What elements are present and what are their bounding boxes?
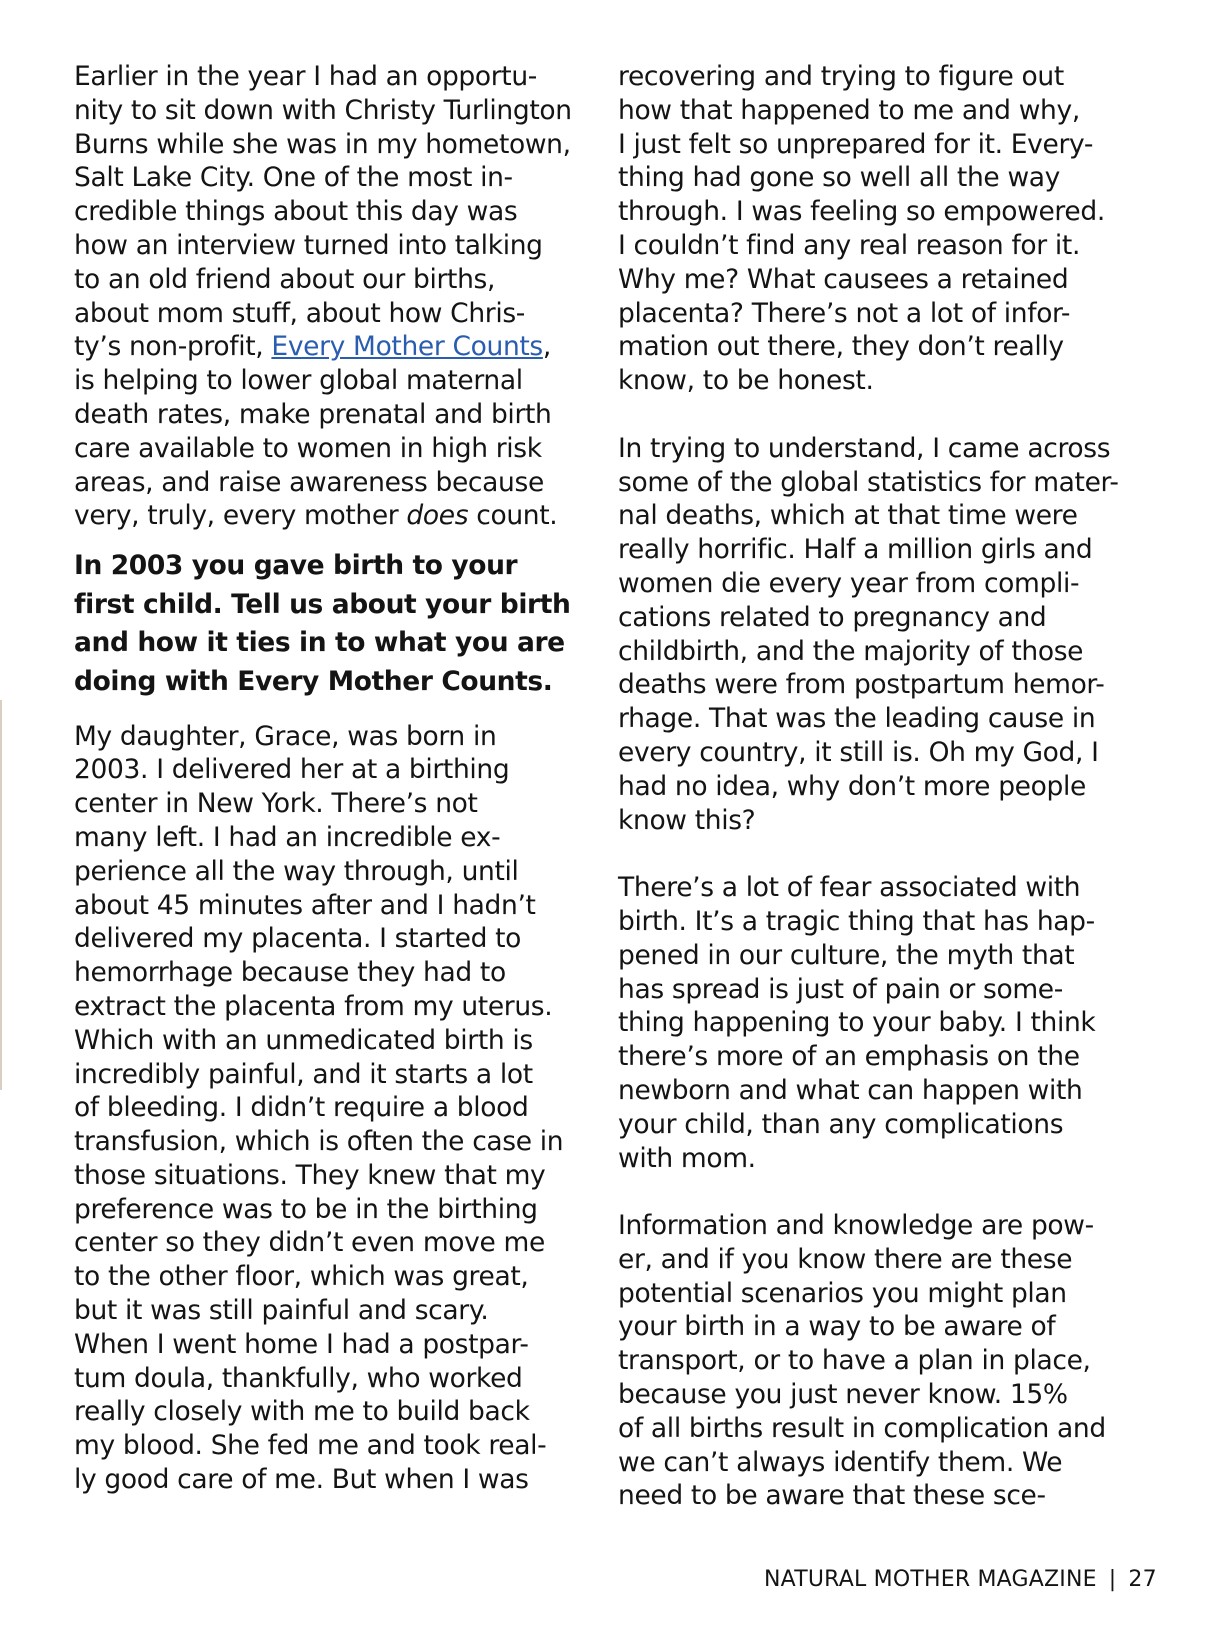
text-line: Burns while she was in my hometown, [74, 128, 571, 160]
text-line: is helping to lower global maternal [74, 365, 523, 397]
text-line: transport, or to have a plan in place, [618, 1345, 1091, 1377]
paragraph-gap [618, 1175, 1158, 1209]
question-line: and how it ties in to what you are [74, 627, 565, 659]
text-line: your birth in a way to be aware of [618, 1311, 1056, 1343]
text-line: thing had gone so well all the way [618, 162, 1060, 194]
text-line: thing happening to your baby. I think [618, 1007, 1096, 1039]
text-line: really closely with me to build back [74, 1396, 530, 1428]
emphasis-line-suffix: count. [468, 500, 558, 532]
text-line: extract the placenta from my uterus. [74, 990, 553, 1022]
text-line: areas, and raise awareness because [74, 466, 544, 498]
link-line-suffix: , [542, 331, 551, 363]
text-line: childbirth, and the majority of those [618, 635, 1084, 667]
every-mother-counts-link[interactable]: Every Mother Counts [271, 331, 543, 363]
text-line: but it was still painful and scary. [74, 1295, 489, 1327]
body-paragraph [618, 432, 1158, 838]
text-line: we can’t always identify them. We [618, 1446, 1063, 1478]
text-line-with-emphasis [74, 499, 594, 533]
emphasis-word: does [406, 500, 469, 532]
text-line: had no idea, why don’t more people [618, 770, 1086, 802]
text-line: Salt Lake City. One of the most in- [74, 162, 513, 194]
intro-paragraph [74, 60, 594, 533]
left-column [74, 60, 594, 1497]
page-number: 27 [1128, 1567, 1157, 1592]
question-line: doing with Every Mother Counts. [74, 665, 553, 697]
question-line: In 2003 you gave birth to your [74, 550, 518, 582]
text-line: Which with an unmedicated birth is [74, 1024, 533, 1056]
text-line: pened in our culture, the myth that [618, 939, 1075, 971]
text-line: newborn and what can happen with [618, 1074, 1083, 1106]
text-line: to an old friend about our births, [74, 263, 496, 295]
page-edge-shadow [0, 700, 2, 1090]
text-line: birth. It’s a tragic thing that has hap- [618, 905, 1095, 937]
right-column [618, 60, 1158, 1513]
text-line: Why me? What causees a retained [618, 263, 1069, 295]
text-line: center in New York. There’s not [74, 788, 478, 820]
text-line: of bleeding. I didn’t require a blood [74, 1092, 529, 1124]
paragraph-gap [618, 837, 1158, 871]
text-line: placenta? There’s not a lot of infor- [618, 297, 1071, 329]
text-line: potential scenarios you might plan [618, 1277, 1067, 1309]
text-line: need to be aware that these sce- [618, 1480, 1046, 1512]
text-line: to the other floor, which was great, [74, 1261, 529, 1293]
text-line: I couldn’t find any real reason for it. [618, 229, 1081, 261]
text-line: Earlier in the year I had an opportu- [74, 61, 538, 92]
text-line: recovering and trying to figure out [618, 61, 1064, 92]
paragraph-gap [618, 398, 1158, 432]
text-line: In trying to understand, I came across [618, 432, 1111, 464]
text-line: because you just never know. 15% [618, 1379, 1068, 1411]
text-line: women die every year from compli- [618, 567, 1080, 599]
page-footer [764, 1567, 1157, 1592]
text-line: many left. I had an incredible ex- [74, 821, 501, 853]
interview-question [74, 547, 594, 701]
answer-paragraph [74, 720, 594, 1497]
body-paragraph [618, 1209, 1158, 1513]
text-line: how that happened to me and why, [618, 94, 1080, 126]
publication-name: NATURAL MOTHER MAGAZINE [764, 1567, 1097, 1592]
body-paragraph [618, 60, 1158, 398]
question-line: first child. Tell us about your birth [74, 588, 571, 620]
text-line: rhage. That was the leading cause in [618, 703, 1096, 735]
text-line: nity to sit down with Christy Turlington [74, 94, 572, 126]
text-line: preference was to be in the birthing [74, 1193, 538, 1225]
text-line: delivered my placenta. I started to [74, 923, 522, 955]
text-line: ly good care of me. But when I was [74, 1464, 529, 1496]
text-line: my blood. She fed me and took real- [74, 1430, 547, 1462]
text-line-with-link [74, 330, 594, 364]
text-line: there’s more of an emphasis on the [618, 1041, 1080, 1073]
text-line: center so they didn’t even move me [74, 1227, 545, 1259]
text-line: deaths were from postpartum hemor- [618, 669, 1105, 701]
text-line: mation out there, they don’t really [618, 331, 1064, 363]
text-line: of all births result in complication and [618, 1412, 1106, 1444]
text-line: know, to be honest. [618, 365, 874, 397]
body-paragraph [618, 871, 1158, 1175]
text-line: When I went home I had a postpar- [74, 1328, 529, 1360]
text-line: credible things about this day was [74, 196, 518, 228]
text-line: er, and if you know there are these [618, 1243, 1073, 1275]
text-line: nal deaths, which at that time were [618, 500, 1078, 532]
text-line: cations related to pregnancy and [618, 601, 1047, 633]
text-line: incredibly painful, and it starts a lot [74, 1058, 533, 1090]
text-line: about 45 minutes after and I hadn’t [74, 889, 536, 921]
text-line: your child, than any complications [618, 1108, 1064, 1140]
text-line: Information and knowledge are pow- [618, 1210, 1094, 1242]
text-line: every country, it still is. Oh my God, I [618, 736, 1099, 768]
text-line: some of the global statistics for mater- [618, 466, 1119, 498]
text-line: how an interview turned into talking [74, 229, 543, 261]
text-line: 2003. I delivered her at a birthing [74, 754, 510, 786]
text-line: really horrific. Half a million girls and [618, 534, 1093, 566]
link-line-prefix: ty’s non-profit, [74, 331, 272, 363]
text-line: has spread is just of pain or some- [618, 973, 1063, 1005]
emphasis-line-prefix: very, truly, every mother [74, 500, 407, 532]
text-line: transfusion, which is often the case in [74, 1126, 564, 1158]
text-line: with mom. [618, 1142, 756, 1174]
text-line: hemorrhage because they had to [74, 957, 506, 989]
text-line: through. I was feeling so empowered. [618, 196, 1105, 228]
text-line: There’s a lot of fear associated with [618, 872, 1081, 904]
text-line: perience all the way through, until [74, 855, 519, 887]
text-line: know this? [618, 804, 756, 836]
text-line: My daughter, Grace, was born in [74, 720, 497, 752]
text-line: I just felt so unprepared for it. Every- [618, 128, 1094, 160]
text-line: death rates, make prenatal and birth [74, 398, 552, 430]
footer-separator: | [1108, 1567, 1117, 1592]
text-line: tum doula, thankfully, who worked [74, 1362, 523, 1394]
text-line: about mom stuff, about how Chris- [74, 297, 526, 329]
text-line: care available to women in high risk [74, 432, 542, 464]
text-line: those situations. They knew that my [74, 1159, 546, 1191]
